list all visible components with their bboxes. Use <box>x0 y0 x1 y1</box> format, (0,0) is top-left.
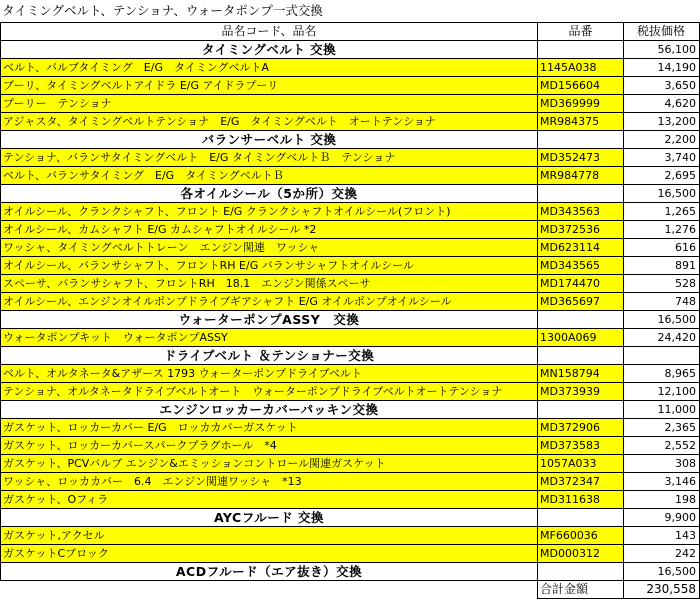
total-label: 合計金額 <box>538 581 624 599</box>
item-row <box>1 527 700 545</box>
section-price-cell[interactable]: 11,000 <box>624 401 700 419</box>
item-row <box>1 149 700 167</box>
item-row <box>1 365 700 383</box>
item-price-cell[interactable]: 1,265 <box>624 203 700 221</box>
section-price-cell[interactable]: 56,100 <box>624 41 700 59</box>
item-name-cell[interactable]: ワッシャ、タイミングベルトトレーン エンジン関連 ワッシャ <box>1 239 538 257</box>
section-name-cell[interactable]: ウォーターポンプASSY 交換 <box>1 311 538 329</box>
item-price-cell[interactable]: 12,100 <box>624 383 700 401</box>
parts-table <box>0 22 700 599</box>
section-row <box>1 401 700 419</box>
item-name-cell[interactable]: オイルシール、カムシャフト E/G カムシャフトオイルシール *2 <box>1 221 538 239</box>
item-code-cell[interactable]: MD372906 <box>538 419 624 437</box>
item-row <box>1 275 700 293</box>
item-price-cell[interactable]: 198 <box>624 491 700 509</box>
item-price-cell[interactable]: 13,200 <box>624 113 700 131</box>
item-code-cell[interactable]: MD373939 <box>538 383 624 401</box>
item-price-cell[interactable]: 143 <box>624 527 700 545</box>
section-price-cell[interactable]: 2,200 <box>624 131 700 149</box>
item-code-cell[interactable]: MN158794 <box>538 365 624 383</box>
item-name-cell[interactable]: オイルシール、バランサシャフト、フロントRH E/G バランサシャフトオイルシール <box>1 257 538 275</box>
parts-table-body <box>1 23 700 599</box>
section-row <box>1 509 700 527</box>
item-row <box>1 239 700 257</box>
item-name-cell[interactable]: オイルシール、エンジンオイルポンプドライブギアシャフト E/G オイルポンプオイルシール <box>1 293 538 311</box>
header-name: 品名コード、品名 <box>1 23 538 41</box>
item-row <box>1 293 700 311</box>
item-price-cell[interactable]: 308 <box>624 455 700 473</box>
item-price-cell[interactable]: 242 <box>624 545 700 563</box>
item-code-cell[interactable]: MD373583 <box>538 437 624 455</box>
item-code-cell[interactable]: 1300A069 <box>538 329 624 347</box>
section-name-cell[interactable]: 各オイルシール（5か所）交換 <box>1 185 538 203</box>
section-code-cell[interactable] <box>538 311 624 329</box>
item-price-cell[interactable]: 891 <box>624 257 700 275</box>
item-row <box>1 257 700 275</box>
section-row <box>1 311 700 329</box>
sheet-title: タイミングベルト、テンショナ、ウォータポンプ一式交換 <box>2 3 323 18</box>
item-code-cell[interactable]: 1145A038 <box>538 59 624 77</box>
item-name-cell[interactable]: ワッシャ、ロッカカバー 6.4 エンジン関連ワッシャ *13 <box>1 473 538 491</box>
section-code-cell[interactable] <box>538 41 624 59</box>
item-row <box>1 221 700 239</box>
section-name-cell[interactable]: タイミングベルト 交換 <box>1 41 538 59</box>
item-price-cell[interactable]: 2,695 <box>624 167 700 185</box>
section-row <box>1 347 700 365</box>
item-name-cell[interactable]: スペーサ、バランサシャフト、フロントRH 18.1 エンジン関係スペーサ <box>1 275 538 293</box>
item-row <box>1 113 700 131</box>
item-name-cell[interactable]: ガスケット,アクセル <box>1 527 538 545</box>
item-row <box>1 491 700 509</box>
item-code-cell[interactable]: MD623114 <box>538 239 624 257</box>
item-code-cell[interactable]: MD365697 <box>538 293 624 311</box>
item-price-cell[interactable]: 24,420 <box>624 329 700 347</box>
item-row <box>1 419 700 437</box>
item-code-cell[interactable]: MD343563 <box>538 203 624 221</box>
section-price-cell[interactable]: 16,500 <box>624 185 700 203</box>
item-code-cell[interactable]: MD369999 <box>538 95 624 113</box>
item-name-cell[interactable]: ウォータポンプキット ウォータポンプASSY <box>1 329 538 347</box>
item-code-cell[interactable]: MD174470 <box>538 275 624 293</box>
item-row <box>1 167 700 185</box>
item-code-cell[interactable]: MD372536 <box>538 221 624 239</box>
total-row <box>1 581 700 599</box>
item-price-cell[interactable]: 14,190 <box>624 59 700 77</box>
section-code-cell[interactable] <box>538 401 624 419</box>
section-name-cell[interactable]: ACDフルード（エア抜き）交換 <box>1 563 538 581</box>
item-code-cell[interactable]: MD156604 <box>538 77 624 95</box>
item-name-cell[interactable]: ガスケット、PCVバルブ エンジン&エミッションコントロール関連ガスケット <box>1 455 538 473</box>
section-code-cell[interactable] <box>538 347 624 365</box>
item-code-cell[interactable]: MD311638 <box>538 491 624 509</box>
section-row <box>1 41 700 59</box>
item-code-cell[interactable]: MF660036 <box>538 527 624 545</box>
item-row <box>1 203 700 221</box>
item-row <box>1 59 700 77</box>
section-name-cell[interactable]: AYCフルード 交換 <box>1 509 538 527</box>
item-price-cell[interactable]: 748 <box>624 293 700 311</box>
item-row <box>1 455 700 473</box>
item-price-cell[interactable]: 2,552 <box>624 437 700 455</box>
item-name-cell[interactable]: テンショナ、オルタネータドライブベルトオート ウォーターポンプドライブベルトオートテンショナ <box>1 383 538 401</box>
item-row <box>1 383 700 401</box>
item-name-cell[interactable]: プーリ、タイミングベルトアイドラ E/G アイドラプーリ <box>1 77 538 95</box>
header-price: 税抜価格 <box>624 23 700 41</box>
item-name-cell[interactable]: アジャスタ、タイミングベルトテンショナ E/G タイミングベルト オートテンショナ <box>1 113 538 131</box>
item-row <box>1 437 700 455</box>
item-code-cell[interactable]: 1057A033 <box>538 455 624 473</box>
item-name-cell[interactable]: ガスケットCブロック <box>1 545 538 563</box>
item-name-cell[interactable]: ベルト、オルタネータ&アザース 1793 ウォーターポンプドライブベルト <box>1 365 538 383</box>
item-price-cell[interactable]: 3,146 <box>624 473 700 491</box>
section-code-cell[interactable] <box>538 563 624 581</box>
item-name-cell[interactable]: ガスケット、ロッカーカバー E/G ロッカカバーガスケット <box>1 419 538 437</box>
section-code-cell[interactable] <box>538 509 624 527</box>
section-name-cell[interactable]: バランサーベルト 交換 <box>1 131 538 149</box>
section-price-cell[interactable]: 9,900 <box>624 509 700 527</box>
item-name-cell[interactable]: オイルシール、クランクシャフト、フロント E/G クランクシャフトオイルシール(フロント) <box>1 203 538 221</box>
item-code-cell[interactable]: MD372347 <box>538 473 624 491</box>
item-row <box>1 329 700 347</box>
item-price-cell[interactable]: 3,740 <box>624 149 700 167</box>
item-price-cell[interactable]: 1,276 <box>624 221 700 239</box>
item-price-cell[interactable]: 616 <box>624 239 700 257</box>
section-name-cell[interactable]: エンジンロッカーカバーパッキン交換 <box>1 401 538 419</box>
item-price-cell[interactable]: 3,650 <box>624 77 700 95</box>
item-price-cell[interactable]: 528 <box>624 275 700 293</box>
section-price-cell[interactable] <box>624 347 700 365</box>
item-code-cell[interactable]: MD343565 <box>538 257 624 275</box>
item-code-cell[interactable]: MR984375 <box>538 113 624 131</box>
item-code-cell[interactable]: MD000312 <box>538 545 624 563</box>
section-row <box>1 185 700 203</box>
total-spacer-cell <box>1 581 538 599</box>
item-row <box>1 95 700 113</box>
header-row <box>1 23 700 41</box>
section-price-cell[interactable]: 16,500 <box>624 311 700 329</box>
section-code-cell[interactable] <box>538 185 624 203</box>
item-price-cell[interactable]: 8,965 <box>624 365 700 383</box>
item-code-cell[interactable]: MD352473 <box>538 149 624 167</box>
header-code: 品番 <box>538 23 624 41</box>
item-name-cell[interactable]: ガスケット、Oフィラ <box>1 491 538 509</box>
section-row <box>1 563 700 581</box>
item-row <box>1 473 700 491</box>
item-name-cell[interactable]: テンショナ、バランサタイミングベルト E/G タイミングベルトＢ テンショナ <box>1 149 538 167</box>
section-price-cell[interactable]: 16,500 <box>624 563 700 581</box>
item-name-cell[interactable]: ベルト、バランサタイミング E/G タイミングベルトＢ <box>1 167 538 185</box>
section-row <box>1 131 700 149</box>
item-name-cell[interactable]: ベルト、バルブタイミング E/G タイミングベルトA <box>1 59 538 77</box>
item-row <box>1 545 700 563</box>
section-code-cell[interactable] <box>538 131 624 149</box>
item-row <box>1 77 700 95</box>
item-name-cell[interactable]: プーリー テンショナ <box>1 95 538 113</box>
item-code-cell[interactable]: MR984778 <box>538 167 624 185</box>
item-name-cell[interactable]: ガスケット、ロッカーカバースパークプラグホール *4 <box>1 437 538 455</box>
total-value[interactable]: 230,558 <box>624 581 700 599</box>
item-price-cell[interactable]: 2,365 <box>624 419 700 437</box>
item-price-cell[interactable]: 4,620 <box>624 95 700 113</box>
section-name-cell[interactable]: ドライブベルト ＆テンショナー交換 <box>1 347 538 365</box>
